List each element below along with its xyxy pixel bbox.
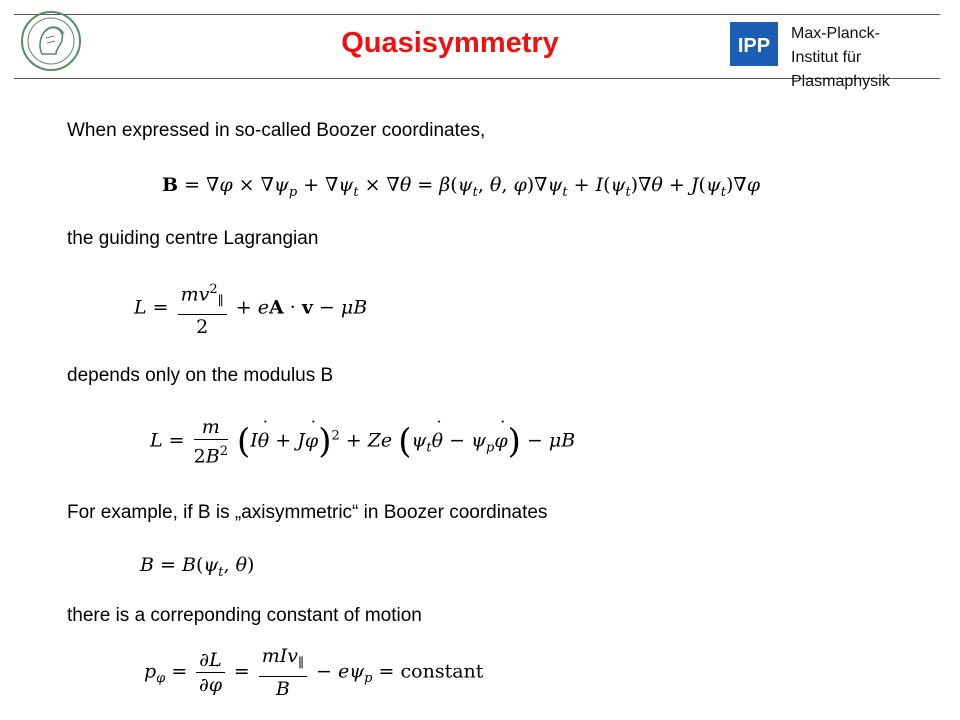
text-axisymmetric: For example, if B is „axisymmetric“ in Boozer coordinates [67,502,548,523]
equation-b-axisymmetric: $B = B(\psi_t$, θ) [140,554,255,580]
equation-constant-of-motion: $p_\varphi$ = $\frac{\partial L}{\partial\varphi}$ ˙ = $\frac{mIv_\parallel}{B}$ − $e\psi_p$ = constant [144,644,483,701]
constant-word: constant [400,660,484,683]
text-constant-motion: there is a correponding constant of motion [67,605,422,626]
page-title: Quasisymmetry [341,27,559,59]
equation-lagrangian-boozer: L = $\frac{m}{2B^2}$ (Iθ ˙ + Jφ ˙)$^2$ + Ze ($\psi_t\theta$ ˙ − $\psi_p\varphi$ ˙) − μB [150,415,575,468]
org-name: Max-Planck- Institut für Plasmaphysik [791,25,890,90]
header-top-rule [14,14,940,15]
equation-lagrangian: L = $\frac{mv^2_\parallel}{2}$ + eA · v − μB [134,278,367,339]
text-lagrangian-intro: the guiding centre Lagrangian [67,228,319,249]
text-modulus: depends only on the modulus B [67,365,334,386]
ipp-logo-text: IPP [737,35,771,57]
equation-b-field: $B = \nabla\varphi \times \nabla\psi_p + \nabla\psi_t \times \nabla\theta = \beta(\psi_t$, θ, $\varphi)\nabla\psi_t + I(\psi_t)\nabla\theta + J(\psi_t)\nabla\varphi$ [162,174,760,200]
ipp-logo [730,22,778,66]
text-boozer-intro: When expressed in so-called Boozer coordinates, [67,120,486,141]
